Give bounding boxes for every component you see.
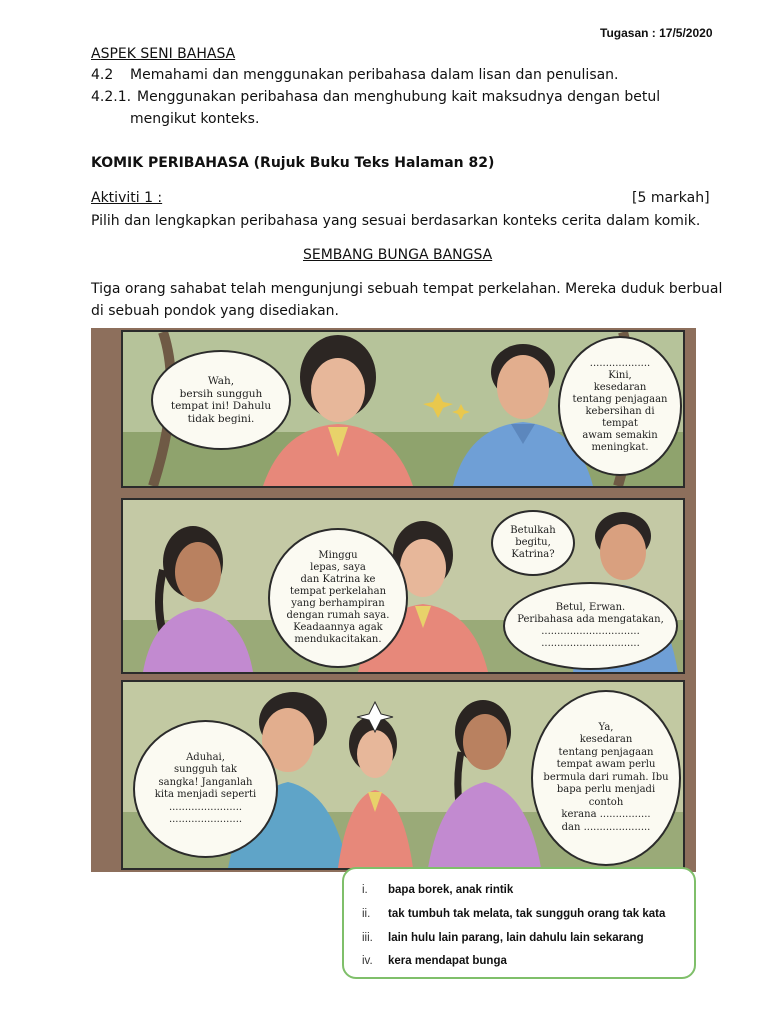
option-item-1 <box>362 883 513 897</box>
activity-instruction: Pilih dan lengkapkan peribahasa yang sesuai berdasarkan konteks cerita dalam komik. <box>91 213 701 229</box>
aspect-title: ASPEK SENI BAHASA <box>91 46 236 62</box>
standard-number-2: 4.2.1. <box>91 89 132 105</box>
option-item-4 <box>362 954 507 968</box>
comic-strip <box>91 328 696 872</box>
speech-bubble-girl-answer: Ya, kesedaran tentang penjagaan tempat awam perlu bermula dari rumah. Ibu bapa perlu menjadi contoh kerana ................ dan ..................... <box>531 690 681 866</box>
speech-bubble-erwan-question: Betulkah begitu, Katrina? <box>491 510 575 576</box>
option-number: iv. <box>362 955 373 967</box>
speech-bubble-girl: Wah, bersih sungguh tempat ini! Dahulu tidak begini. <box>151 350 291 450</box>
option-text: lain hulu lain parang, lain dahulu lain sekarang <box>388 932 644 944</box>
option-text: bapa borek, anak rintik <box>388 884 514 896</box>
speech-bubble-boy: ................... Kini, kesedaran tentang penjagaan kebersihan di tempat awam semakin meningkat. <box>558 336 682 476</box>
standard-number-1: 4.2 <box>91 67 114 83</box>
speech-bubble-erwan-answer: Betul, Erwan. Peribahasa ada mengatakan, ............................... ............................... <box>503 582 678 670</box>
standard-text-2: Menggunakan peribahasa dan menghubung kait maksudnya dengan betul <box>137 89 661 105</box>
assignment-date: Tugasan : 17/5/2020 <box>600 26 713 40</box>
comic-panel-1 <box>121 330 685 488</box>
standard-text-1: Memahami dan menggunakan peribahasa dalam lisan dan penulisan. <box>130 67 619 83</box>
option-number: i. <box>362 884 368 896</box>
option-number: iii. <box>362 932 373 944</box>
story-title: SEMBANG BUNGA BANGSA <box>303 247 493 263</box>
option-item-3 <box>362 931 644 945</box>
standard-text-2-continued: mengikut konteks. <box>130 111 260 127</box>
speech-bubble-katrina: Minggu lepas, saya dan Katrina ke tempat perkelahan yang berhampiran dengan rumah saya. Keadaannya agak mendukacitakan. <box>268 528 408 668</box>
option-number: ii. <box>362 908 371 920</box>
comic-panel-2 <box>121 498 685 674</box>
proverb-options-box <box>342 867 696 979</box>
section-title: KOMIK PERIBAHASA (Rujuk Buku Teks Halaman 82) <box>91 155 495 171</box>
story-line-1: Tiga orang sahabat telah mengunjungi sebuah tempat perkelahan. Mereka duduk berbual <box>91 281 723 297</box>
speech-bubble-boy-worried: Aduhai, sungguh tak sangka! Janganlah kita menjadi seperti ....................... ....................... <box>133 720 278 858</box>
option-text: tak tumbuh tak melata, tak sungguh orang tak kata <box>388 908 666 920</box>
activity-marks: [5 markah] <box>632 190 710 206</box>
option-item-2 <box>362 907 665 921</box>
activity-label: Aktiviti 1 : <box>91 190 163 206</box>
comic-panel-3 <box>121 680 685 870</box>
story-line-2: di sebuah pondok yang disediakan. <box>91 303 340 319</box>
option-text: kera mendapat bunga <box>388 955 507 967</box>
